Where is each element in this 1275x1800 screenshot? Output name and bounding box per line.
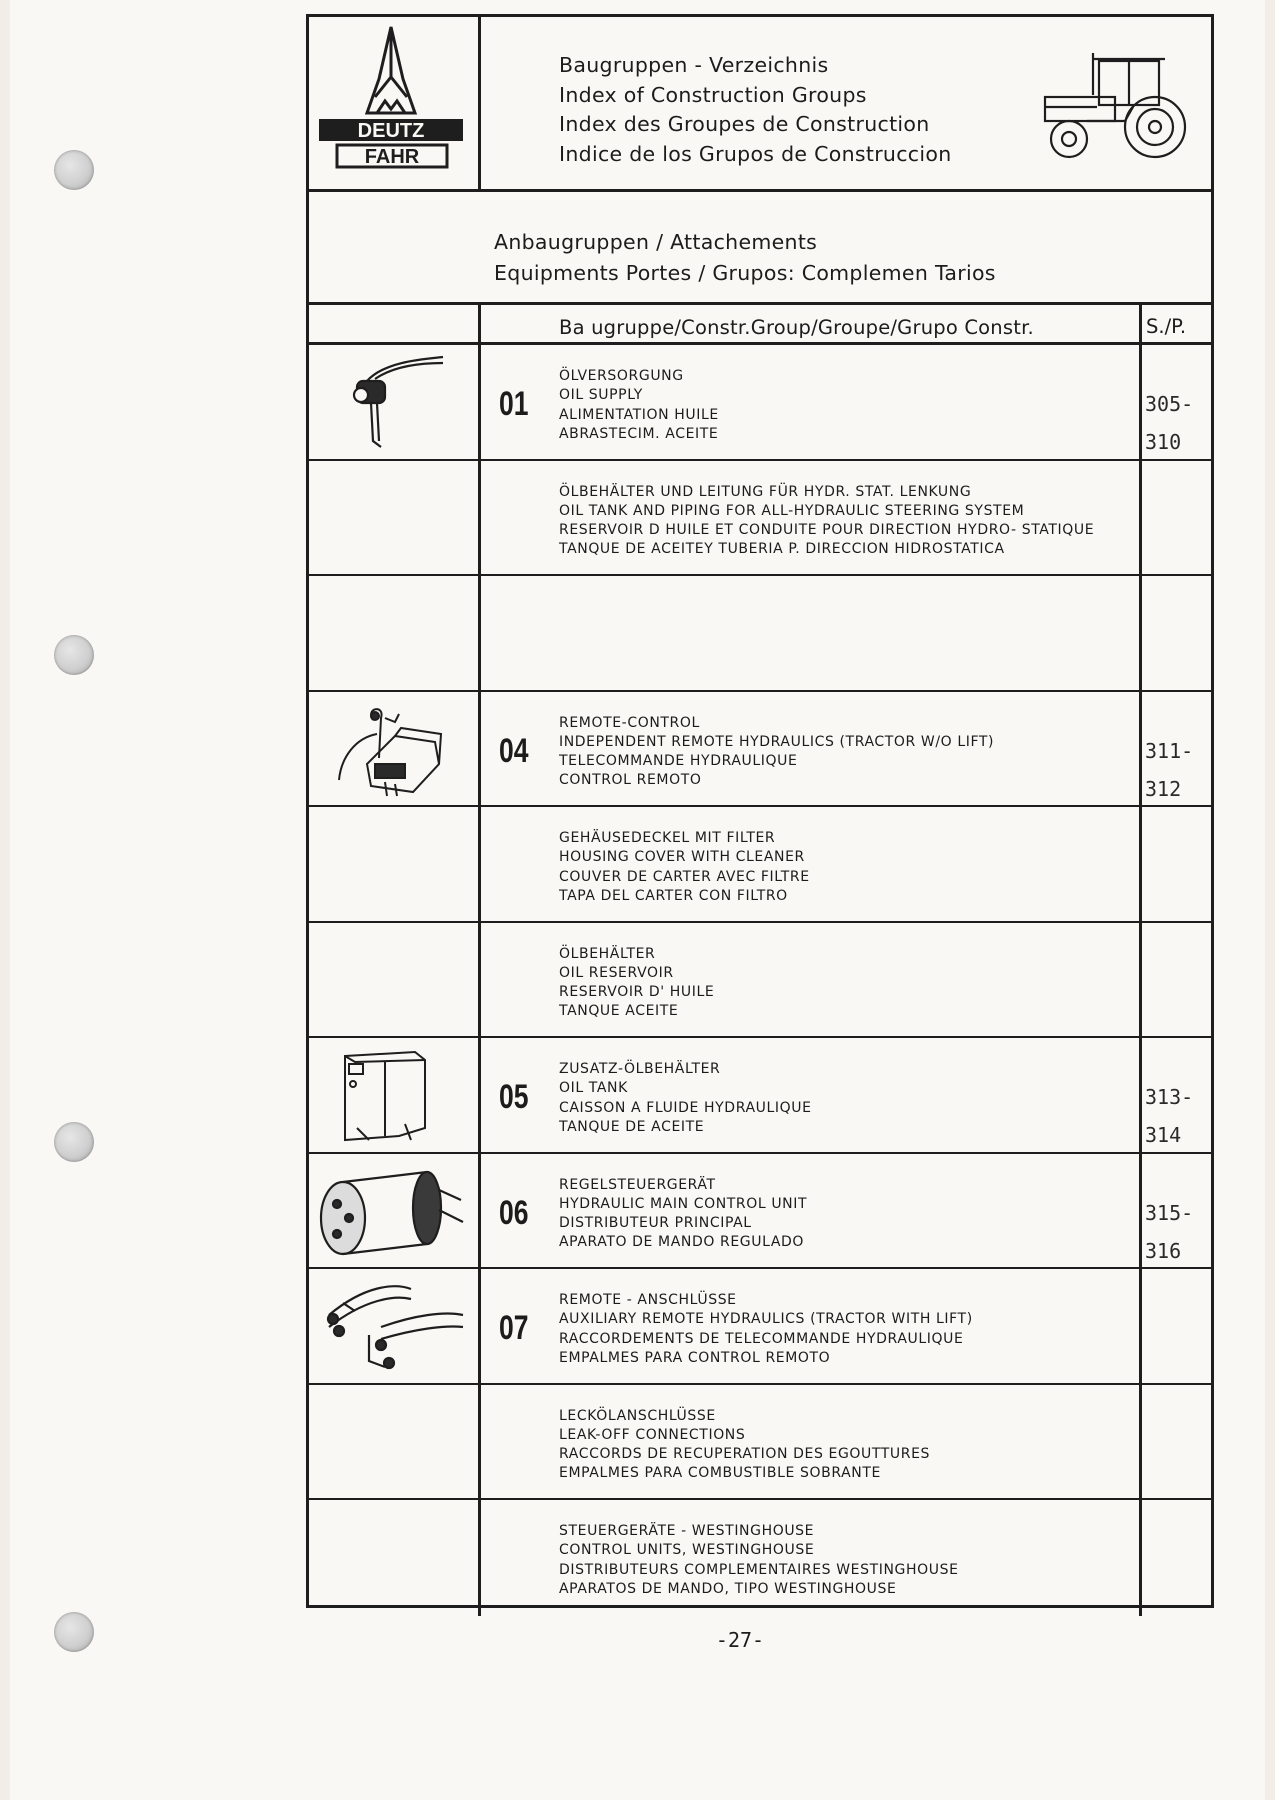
description-line: ÖLBEHÄLTER UND LEITUNG FÜR HYDR. STAT. LENKUNG [559,483,972,500]
description-line: TAPA DEL CARTER CON FILTRO [559,887,788,904]
title-es: Indice de los Grupos de Construccion [559,141,952,166]
brand-logo [309,17,481,189]
document-page [10,0,1265,1800]
index-table [306,14,1214,1608]
table-row [309,345,1211,461]
description-line: ÖLVERSORGUNG [559,368,684,384]
deutz-fahr-logo-icon [309,17,475,183]
table-row [309,576,1211,692]
description-line: REMOTE-CONTROL [559,714,700,731]
title-en: Index of Construction Groups [559,82,867,107]
table-row [309,923,1211,1039]
table-row [309,1038,1211,1154]
group-number: 05 [499,1078,529,1116]
page-range [1145,1194,1207,1270]
group-number: 01 [499,385,529,423]
table-row [309,461,1211,577]
group-description [559,945,714,1022]
description-line: LEAK-OFF CONNECTIONS [559,1426,746,1443]
page-range [1145,385,1207,461]
subheader-titles [494,227,996,289]
page-ref: 316 [1145,1238,1182,1263]
description-line: CAISSON A FLUIDE HYDRAULIQUE [559,1099,812,1116]
page-ref-cell [1139,1038,1211,1152]
description-line: APARATOS DE MANDO, TIPO WESTINGHOUSE [559,1580,897,1597]
illustration-cell [309,461,481,575]
page-ref-cell [1139,1500,1211,1616]
page-ref-cell [1139,1269,1211,1383]
table-row [309,1385,1211,1501]
description-line: AUXILIARY REMOTE HYDRAULICS (TRACTOR WITH LIFT) [559,1311,973,1328]
description-line: RACCORDS DE RECUPERATION DES EGOUTTURES [559,1446,931,1463]
description-line: CONTROL REMOTO [559,772,702,789]
illustration-cell [309,345,481,459]
title-de: Baugruppen - Verzeichnis [559,53,829,77]
description-line: ABRASTECIM. ACEITE [559,425,719,442]
description-line: TANQUE DE ACEITEY TUBERIA P. DIRECCION HIDROSTATICA [559,541,1005,558]
description-line: RACCORDEMENTS DE TELECOMMANDE HYDRAULIQUE [559,1330,964,1347]
subtitle-line-2: Equipments Portes / Grupos: Complemen Tarios [494,261,996,285]
description-line: OIL SUPPLY [559,387,643,404]
group-number: 07 [499,1309,529,1347]
column-divider [478,305,481,345]
table-row [309,1500,1211,1616]
description-line: TANQUE ACEITE [559,1003,679,1020]
page-ref: 313- [1145,1085,1194,1109]
logo-bottom-text: FAHR [364,146,420,168]
illustration-cell [309,1038,481,1152]
description-line: APARATO DE MANDO REGULADO [559,1234,804,1251]
group-description [559,1522,959,1599]
header-titles [559,51,951,169]
illustration-cell [309,1500,481,1616]
subheader-block [309,189,1211,305]
description-line: TANQUE DE ACEITE [559,1118,705,1135]
group-description [559,714,994,791]
page-ref: 305- [1145,392,1194,416]
description-line: EMPALMES PARA COMBUSTIBLE SOBRANTE [559,1465,881,1482]
subtitle-line-1: Anbaugruppen / Attachements [494,230,818,254]
description-line: REGELSTEUERGERÄT [559,1176,716,1193]
page-ref: 312 [1145,776,1182,801]
page-ref: 314 [1145,1123,1182,1147]
page-ref: 315- [1145,1200,1194,1225]
page-ref-cell [1139,923,1211,1037]
logo-top-text: DEUTZ [357,120,425,142]
page-ref-cell [1139,461,1211,575]
remote-control-unit-icon [315,698,473,798]
description-line: RESERVOIR D HUILE ET CONDUITE POUR DIRECTION HYDRO- STATIQUE [559,522,1095,539]
page-ref-cell [1139,807,1211,921]
header-block [309,17,1211,192]
table-row [309,807,1211,923]
tractor-icon [1037,51,1197,167]
table-row [309,1269,1211,1385]
description-line: STEUERGERÄTE - WESTINGHOUSE [559,1523,815,1539]
page-ref: 310 [1145,430,1182,454]
control-unit-cylinder-icon [315,1160,473,1260]
page-ref: 311- [1145,738,1194,763]
description-line: EMPALMES PARA CONTROL REMOTO [559,1349,831,1366]
group-rows [309,345,1211,1616]
group-description [559,1060,812,1137]
page-number: -27- [715,1628,765,1652]
punch-hole-icon [54,1122,94,1162]
description-line: OIL TANK AND PIPING FOR ALL-HYDRAULIC STEERING SYSTEM [559,502,1025,519]
group-number: 06 [499,1193,529,1232]
illustration-cell [309,1385,481,1499]
description-line: TELECOMMANDE HYDRAULIQUE [559,753,798,770]
description-line: HOUSING COVER WITH CLEANER [559,849,805,866]
description-line: LECKÖLANSCHLÜSSE [559,1407,716,1424]
illustration-cell [309,692,481,806]
page-range [1145,732,1207,808]
description-line: GEHÄUSEDECKEL MIT FILTER [559,830,776,846]
description-line: OIL TANK [559,1080,628,1097]
oil-supply-valve-icon [315,351,473,451]
description-line: ÖLBEHÄLTER [559,945,656,962]
group-description [559,483,1094,560]
group-description [559,1176,807,1253]
description-line: INDEPENDENT REMOTE HYDRAULICS (TRACTOR W/O LIFT) [559,733,995,750]
description-line: ZUSATZ-ÖLBEHÄLTER [559,1061,721,1077]
hose-couplings-icon [315,1275,473,1375]
illustration-cell [309,1154,481,1268]
illustration-cell [309,807,481,921]
description-line: DISTRIBUTEURS COMPLEMENTAIRES WESTINGHOUSE [559,1561,959,1578]
group-column-label: Ba ugruppe/Constr.Group/Groupe/Grupo Constr. [559,316,1034,339]
punch-hole-icon [54,635,94,675]
description-line: HYDRAULIC MAIN CONTROL UNIT [559,1195,808,1212]
description-line: REMOTE - ANSCHLÜSSE [559,1292,737,1308]
page-column-label: S./P. [1139,305,1211,345]
group-description [559,829,810,906]
description-line: CONTROL UNITS, WESTINGHOUSE [559,1542,815,1559]
illustration-cell [309,576,481,690]
table-row [309,1154,1211,1270]
illustration-cell [309,923,481,1037]
page-ref-cell [1139,1385,1211,1499]
illustration-cell [309,1269,481,1383]
description-line: ALIMENTATION HUILE [559,406,719,423]
page-ref-cell [1139,345,1211,459]
group-description [559,1407,930,1484]
group-number: 04 [499,731,529,770]
oil-tank-icon [315,1044,473,1144]
table-row [309,692,1211,808]
page-ref-cell [1139,576,1211,690]
description-line: DISTRIBUTEUR PRINCIPAL [559,1215,752,1232]
page-range [1145,1078,1207,1154]
description-line: COUVER DE CARTER AVEC FILTRE [559,868,810,885]
description-line: RESERVOIR D' HUILE [559,984,715,1001]
description-line: OIL RESERVOIR [559,964,674,981]
page-ref-cell [1139,1154,1211,1268]
column-header [309,305,1211,345]
group-description [559,1291,973,1368]
title-fr: Index des Groupes de Construction [559,112,930,136]
group-description [559,367,719,444]
punch-hole-icon [54,150,94,190]
page-ref-cell [1139,692,1211,806]
